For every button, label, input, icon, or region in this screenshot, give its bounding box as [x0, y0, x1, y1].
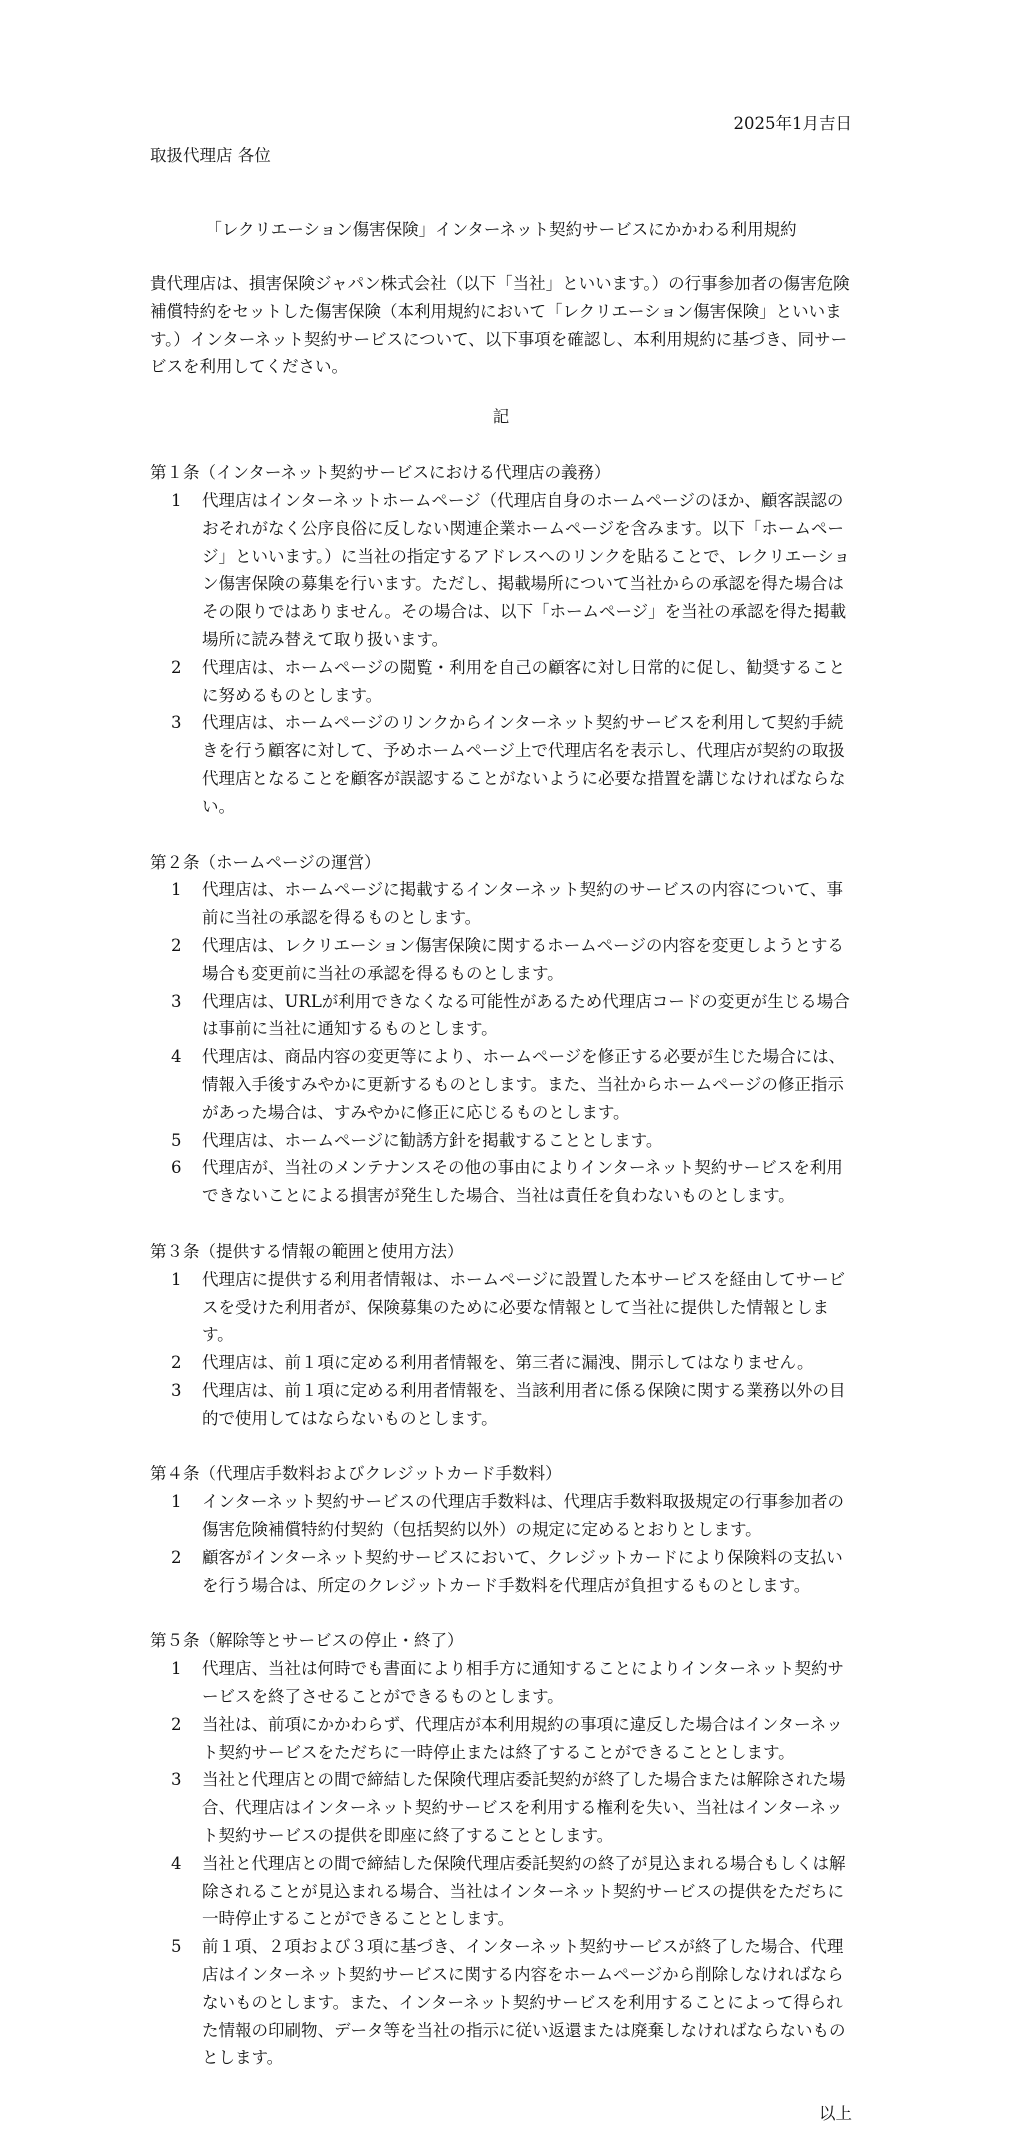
item-text: 代理店は、ホームページに勧誘方針を掲載することとします。 — [202, 1130, 663, 1150]
article-item — [150, 1127, 852, 1155]
article-item — [150, 487, 852, 654]
article-item — [150, 1377, 852, 1433]
article-item — [150, 1711, 852, 1767]
article-title: 第４条（代理店手数料およびクレジットカード手数料） — [150, 1464, 562, 1484]
item-text: 代理店は、前１項に定める利用者情報を、当該利用者に係る保険に関する業務以外の目的で使用してはならないものとします。 — [202, 1380, 846, 1428]
item-text: 代理店、当社は何時でも書面により相手方に通知することによりインターネット契約サービスを終了させることができるものとします。 — [202, 1659, 845, 1707]
item-text: 代理店は、URLが利用できなくなる可能性があるため代理店コードの変更が生じる場合は事前に当社に通知するものとします。 — [202, 991, 850, 1039]
item-text: 当社と代理店との間で締結した保険代理店委託契約の終了が見込まれる場合もしくは解除されることが見込まれる場合、当社はインターネット契約サービスの提供をただちに一時停止することができることとします。 — [202, 1853, 846, 1929]
closing-mark: 以上 — [819, 2104, 852, 2124]
item-number: 2 — [171, 935, 182, 955]
article-5 — [150, 1627, 852, 2072]
article-4 — [150, 1460, 852, 1599]
intro-paragraph: 貴代理店は、損害保険ジャパン株式会社（以下「当社」といいます。）の行事参加者の傷害危険補償特約をセットした傷害保険（本利用規約において「レクリエーション傷害保険」といいます。）インターネット契約サービスについて、以下事項を確認し、本利用規約に基づき、同サービスを利用してください。 — [150, 274, 850, 377]
document-title: 「レクリエーション傷害保険」インターネット契約サービスにかかわる利用規約 — [205, 220, 797, 239]
article-1 — [150, 459, 852, 820]
item-text: 代理店は、商品内容の変更等により、ホームページを修正する必要が生じた場合には、情報入手後すみやかに更新するものとします。また、当社からホームページの修正指示があった場合は、すみやかに修正に応じるものとします。 — [202, 1047, 846, 1122]
article-3 — [150, 1238, 852, 1433]
article-item — [150, 1850, 852, 1933]
item-number: 3 — [171, 1380, 182, 1400]
item-text: 代理店に提供する利用者情報は、ホームページに設置した本サービスを経由してサービスを受けた利用者が、保険募集のために必要な情報として当社に提供した情報とします。 — [202, 1269, 846, 1345]
article-item — [150, 1266, 852, 1349]
item-number: 6 — [171, 1158, 182, 1178]
article-title: 第３条（提供する情報の範囲と使用方法） — [150, 1241, 464, 1261]
article-2 — [150, 849, 852, 1210]
item-text: 当社と代理店との間で締結した保険代理店委託契約が終了した場合または解除された場合、代理店はインターネット契約サービスを利用する権利を失い、当社はインターネット契約サービスの提供を即座に終了することとします。 — [202, 1770, 846, 1846]
article-item — [150, 654, 852, 710]
article-item — [150, 1349, 852, 1377]
terms-document — [150, 110, 852, 2128]
articles-list — [150, 459, 852, 2072]
item-number: 1 — [171, 1269, 182, 1289]
item-number: 2 — [171, 657, 182, 677]
addressee: 取扱代理店 各位 — [150, 146, 271, 165]
item-text: 前１項、２項および３項に基づき、インターネット契約サービスが終了した場合、代理店はインターネット契約サービスに関する内容をホームページから削除しなければならないものとします。また、インターネット契約サービスを利用することによって得られた情報の印刷物、データ等を当社の指示に従い返還または廃棄しなければならないものとします。 — [202, 1937, 846, 2068]
item-number: 1 — [171, 1492, 182, 1512]
article-item — [150, 876, 852, 932]
article-item — [150, 1544, 852, 1600]
item-number: 2 — [171, 1547, 182, 1567]
item-text: 代理店は、前１項に定める利用者情報を、第三者に漏洩、開示してはなりません。 — [202, 1353, 814, 1373]
article-item — [150, 709, 852, 820]
item-text: 代理店は、レクリエーション傷害保険に関するホームページの内容を変更しようとする場合も変更前に当社の承認を得るものとします。 — [202, 935, 844, 983]
item-text: 顧客がインターネット契約サービスにおいて、クレジットカードにより保険料の支払いを行う場合は、所定のクレジットカード手数料を代理店が負担するものとします。 — [202, 1547, 843, 1595]
article-item — [150, 1655, 852, 1711]
item-text: 代理店は、ホームページのリンクからインターネット契約サービスを利用して契約手続きを行う顧客に対して、予めホームページ上で代理店名を表示し、代理店が契約の取扱代理店となることを顧客が誤認することがないように必要な措置を講じなければならない。 — [202, 713, 846, 816]
item-number: 4 — [171, 1047, 182, 1067]
ki-marker: 記 — [492, 407, 510, 427]
item-number: 1 — [171, 880, 182, 900]
item-text: 代理店は、ホームページの閲覧・利用を自己の顧客に対し日常的に促し、勧奨することに努めるものとします。 — [202, 657, 846, 705]
article-item — [150, 932, 852, 988]
item-text: 代理店は、ホームページに掲載するインターネット契約のサービスの内容について、事前に当社の承認を得るものとします。 — [202, 880, 844, 928]
article-item — [150, 1154, 852, 1210]
item-number: 3 — [171, 1770, 182, 1790]
item-text: 代理店はインターネットホームページ（代理店自身のホームページのほか、顧客誤認のおそれがなく公序良俗に反しない関連企業ホームページを含みます。以下「ホームページ」といいます。）に当社の指定するアドレスへのリンクを貼ることで、レクリエーション傷害保険の募集を行います。ただし、掲載場所について当社からの承認を得た場合はその限りではありません。その場合は、以下「ホームページ」を当社の承認を得た掲載場所に読み替えて取り扱います。 — [202, 490, 850, 649]
article-item — [150, 1488, 852, 1544]
article-item — [150, 1043, 852, 1126]
article-item — [150, 1766, 852, 1849]
item-number: 4 — [171, 1853, 182, 1873]
item-number: 1 — [171, 490, 182, 510]
item-number: 1 — [171, 1659, 182, 1679]
item-text: 代理店が、当社のメンテナンスその他の事由によりインターネット契約サービスを利用できないことによる損害が発生した場合、当社は責任を負わないものとします。 — [202, 1158, 843, 1206]
article-item — [150, 1933, 852, 2072]
item-number: 2 — [171, 1714, 182, 1734]
item-text: 当社は、前項にかかわらず、代理店が本利用規約の事項に違反した場合はインターネット契約サービスをただちに一時停止または終了することができることとします。 — [202, 1714, 843, 1762]
article-title: 第１条（インターネット契約サービスにおける代理店の義務） — [150, 463, 611, 483]
article-title: 第２条（ホームページの運営） — [150, 852, 381, 872]
item-number: 5 — [171, 1937, 182, 1957]
item-text: インターネット契約サービスの代理店手数料は、代理店手数料取扱規定の行事参加者の傷害危険補償特約付契約（包括契約以外）の規定に定めるとおりとします。 — [202, 1492, 845, 1540]
article-title: 第５条（解除等とサービスの停止・終了） — [150, 1631, 464, 1651]
document-date: 2025年1月吉日 — [733, 114, 852, 133]
article-item — [150, 988, 852, 1044]
item-number: 3 — [171, 713, 182, 733]
item-number: 2 — [171, 1353, 182, 1373]
item-number: 5 — [171, 1130, 182, 1150]
item-number: 3 — [171, 991, 182, 1011]
